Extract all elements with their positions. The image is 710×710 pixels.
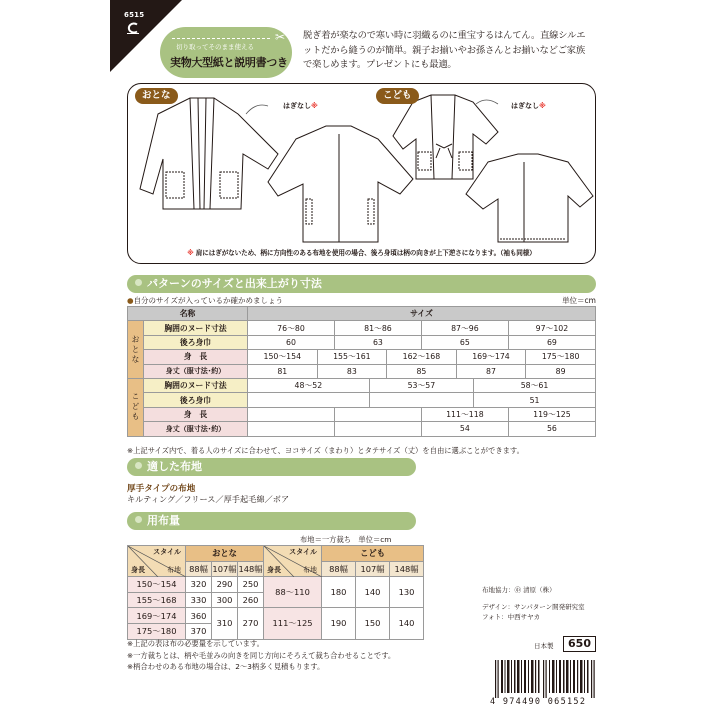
section-header-sizes: パターンのサイズと出来上がり寸法 (127, 275, 596, 293)
credits (482, 585, 585, 623)
diag-header-adult: スタイル 身長 布地 (128, 546, 186, 577)
yard-group-adult: おとな (186, 546, 264, 562)
row-label-height: 身 長 (144, 407, 248, 421)
row-label-chest: 胸囲のヌード寸法 (144, 321, 248, 335)
section-header-fabric: 適した布地 (127, 458, 416, 476)
row-label-back: 後ろ身巾 (144, 335, 248, 349)
intro-text: 脱ぎ着が楽なので寒い時に羽織るのに重宝するはんてん。直線シルエットだから縫うのが簡単。親子お揃いやお孫さんとお揃いなどご家族で楽しめます。プレゼントにも最適。 (303, 30, 586, 70)
bullet-icon (135, 279, 142, 286)
bullet-icon (135, 516, 142, 523)
illustration-note: ※ 肩にはぎがないため、柄に方向性のある布地を使用の場合、後ろ身頃は柄の向きが上下逆さになります。（袖も同様） (187, 249, 536, 257)
row-label-height: 身 長 (144, 350, 248, 364)
row-label-length: 身丈（服寸法･約） (144, 364, 248, 378)
barcode-number: 4 974490 065152 (490, 697, 587, 707)
scissors-icon: ✂ (274, 30, 285, 44)
photo-credit: フォト：中西サヤカ (482, 613, 541, 621)
yard-group-child: こども (322, 546, 424, 562)
col-header-size: サイズ (248, 307, 596, 321)
group-child: こども (128, 378, 144, 436)
group-adult: おとな (128, 321, 144, 379)
bullet-icon: ● (127, 296, 134, 305)
size-hint: ●自分のサイズが入っているか確かめましょう (127, 296, 283, 305)
child-tag: こども (376, 88, 419, 104)
col-header-name: 名称 (128, 307, 248, 321)
design-credit: デザイン：サンパターン開発研究室 (482, 602, 585, 611)
section-header-yardage: 用布量 (127, 512, 416, 530)
yardage-notes: ※上記の表は布の必要量を示しています。 ※一方裁ちとは、柄や毛並みの向きを同じ方向にそろえて裁ち合わせることです。 ※柄合わせのある布地の場合は、2～3柄多く見積もります。 (127, 639, 396, 672)
yardage-unit: 布地＝一方裁ち 単位＝cm (300, 535, 392, 544)
row-label-back: 後ろ身巾 (144, 393, 248, 407)
size-table: 名称 サイズ おとな 胸囲のヌード寸法 76～80 81～86 87～96 97～102 後ろ身巾 60 63 65 69 身 長 150～154 155～161 162～168 169～174 175～180 身丈（服寸法･約） 81 83 85 87 89 こども 胸囲のヌード寸法 48～52 53～57 58～61 後ろ身巾 51 身 長 111～118 119～125 身丈（服寸法･約） 54 56 (127, 306, 596, 437)
fabric-credit: 布地協力：㊥ 清原（株） (482, 586, 556, 594)
included-pattern-badge (160, 27, 292, 78)
diag-header-child: スタイル 身長 布地 (264, 546, 322, 577)
fabric-type: 厚手タイプの布地 (127, 484, 196, 494)
made-in-label: 日本製 (534, 642, 554, 650)
yardage-table: スタイル 身長 布地 おとな スタイル 身長 布地 こども 88幅 107幅 148幅 88幅 107幅 148幅 150～154 320 290 250 88～110 180 140 130 155～168 330 300 260 169～174 360 310 270 111～125 190 150 140 175～180 370 (127, 545, 424, 640)
hanten-illustrations (128, 84, 597, 265)
badge-title: 実物大型紙と説明書つき (170, 56, 288, 69)
child-callout: はぎなし※ (511, 102, 546, 110)
cut-line (172, 38, 270, 39)
row-label-chest: 胸囲のヌード寸法 (144, 378, 248, 392)
brand-logo-icon (126, 22, 140, 34)
pattern-code: 6515 (124, 11, 145, 19)
price-box: 650 (563, 636, 596, 652)
row-label-length: 身丈（服寸法･約） (144, 422, 248, 436)
bullet-icon (135, 462, 142, 469)
size-note: ※上記サイズ内で、着る人のサイズに合わせて、ヨコサイズ（まわり）とタテサイズ（丈）を自由に選ぶことができます。 (127, 446, 524, 455)
adult-tag: おとな (135, 88, 178, 104)
adult-callout: はぎなし※ (283, 102, 318, 110)
illustration-panel (127, 83, 596, 264)
unit-label: 単位＝cm (562, 296, 596, 305)
badge-subtitle: 切り取ってそのまま使える (176, 43, 254, 51)
barcode-icon (495, 660, 596, 698)
fabric-list: キルティング／フリース／厚手起毛綿／ボア (127, 494, 290, 504)
